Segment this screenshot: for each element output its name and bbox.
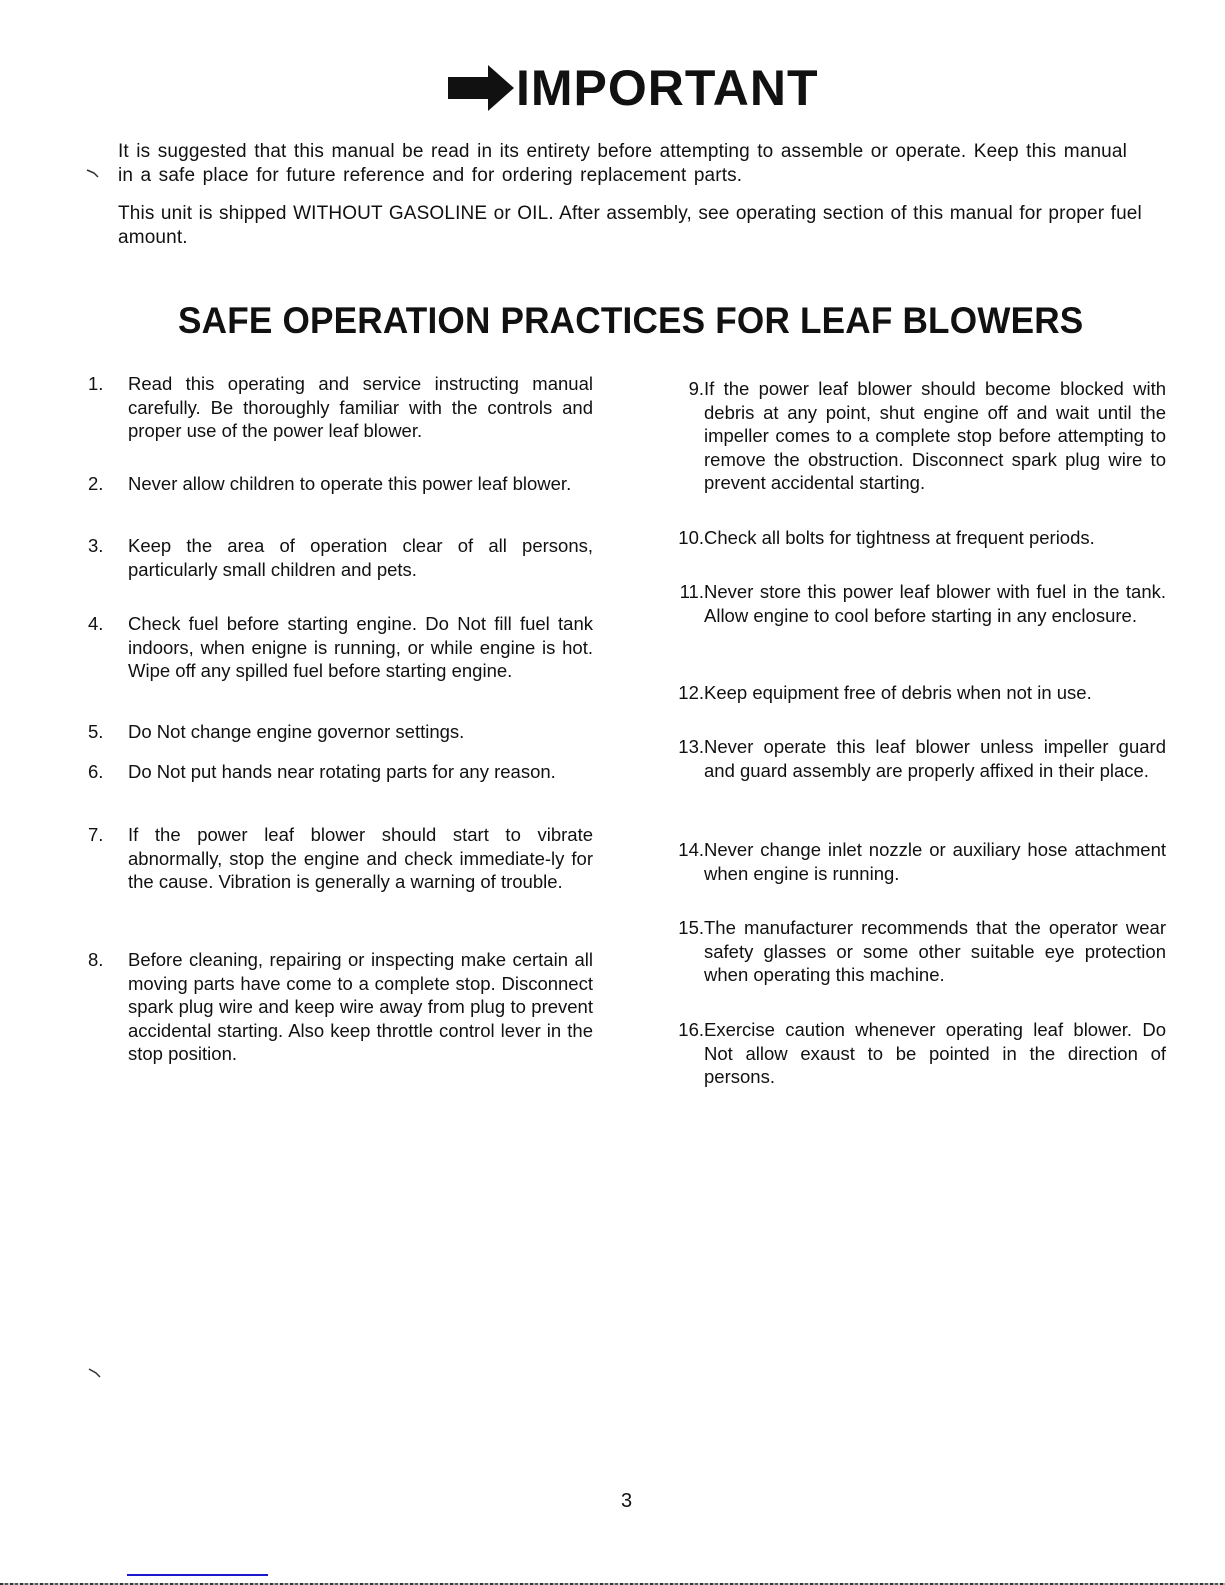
arrow-right-icon	[448, 63, 518, 113]
list-item	[664, 838, 1166, 885]
list-item	[88, 948, 593, 1066]
list-item	[664, 735, 1166, 782]
item-text: The manufacturer recommends that the operator wear safety glasses or some other suitable eye protection when operating this machine.	[704, 917, 1166, 985]
list-item	[664, 377, 1166, 495]
important-header	[448, 58, 818, 118]
scan-mark-icon	[86, 168, 100, 178]
item-text: Do Not put hands near rotating parts for any reason.	[128, 761, 556, 782]
item-number: 5.	[88, 721, 104, 742]
item-number: 11.	[679, 581, 704, 602]
list-item	[664, 916, 1166, 987]
list-item	[664, 580, 1166, 627]
intro-paragraph-read-manual: It is suggested that this manual be read in its entirety before attempting to assemble or operate. Keep this manual in a safe place for future reference and for ordering replacement parts.	[118, 141, 1127, 186]
list-item	[88, 372, 593, 443]
item-text: Keep equipment free of debris when not in use.	[704, 682, 1092, 703]
item-text: Read this operating and service instructing manual carefully. Be thoroughly familiar with the controls and proper use of the power leaf blower.	[128, 373, 593, 441]
item-number: 7.	[88, 824, 104, 845]
item-number: 13.	[678, 736, 704, 757]
item-text: If the power leaf blower should start to vibrate abnormally, stop the engine and check immediate-ly for the cause. Vibration is generally a warning of trouble.	[128, 824, 593, 892]
list-item	[88, 472, 593, 496]
item-text: Do Not change engine governor settings.	[128, 721, 465, 742]
item-number: 6.	[88, 761, 104, 782]
intro-paragraph-no-fuel: This unit is shipped WITHOUT GASOLINE or OIL. After assembly, see operating section of this manual for proper fuel amount.	[118, 203, 1142, 248]
item-text: Check all bolts for tightness at frequent periods.	[704, 527, 1095, 548]
item-text: Keep the area of operation clear of all persons, particularly small children and pets.	[128, 535, 593, 580]
footer-blue-rule	[127, 1574, 268, 1576]
list-item	[88, 612, 593, 683]
item-number: 9.	[688, 378, 704, 399]
item-number: 3.	[88, 535, 104, 556]
item-text: Before cleaning, repairing or inspecting make certain all moving parts have come to a complete stop. Disconnect spark plug wire and keep wire away from plug to prevent accidental starting. Also keep throttle control lever in the stop position.	[128, 949, 593, 1064]
item-text: Exercise caution whenever operating leaf blower. Do Not allow exaust to be pointed in the direction of persons.	[704, 1019, 1166, 1087]
item-number: 8.	[88, 949, 104, 970]
item-number: 15.	[678, 917, 704, 938]
item-text: Never operate this leaf blower unless impeller guard and guard assembly are properly affixed in their place.	[704, 736, 1166, 781]
item-number: 10.	[678, 527, 704, 548]
item-text: Never store this power leaf blower with fuel in the tank. Allow engine to cool before starting in any enclosure.	[704, 581, 1166, 626]
scan-mark-icon	[88, 1368, 102, 1378]
list-item	[664, 526, 1166, 550]
item-text: Check fuel before starting engine. Do Not fill fuel tank indoors, when enigne is running, or while engine is hot. Wipe off any spilled fuel before starting engine.	[128, 613, 593, 681]
list-item	[664, 1018, 1166, 1089]
item-number: 16.	[678, 1019, 704, 1040]
item-text: Never allow children to operate this power leaf blower.	[128, 473, 572, 494]
item-number: 2.	[88, 473, 104, 494]
list-item	[664, 681, 1166, 705]
list-item	[88, 760, 593, 784]
list-item	[88, 823, 593, 894]
page-number: 3	[621, 1490, 633, 1512]
item-number: 12.	[678, 682, 704, 703]
item-number: 1.	[88, 373, 104, 394]
important-title: IMPORTANT	[516, 60, 819, 116]
item-number: 4.	[88, 613, 104, 634]
section-title: SAFE OPERATION PRACTICES FOR LEAF BLOWERS	[178, 300, 1084, 341]
item-number: 14.	[678, 839, 704, 860]
list-item	[88, 720, 593, 744]
item-text: Never change inlet nozzle or auxiliary hose attachment when engine is running.	[704, 839, 1166, 884]
item-text: If the power leaf blower should become blocked with debris at any point, shut engine off and wait until the impeller comes to a complete stop before attempting to remove the obstruction. Disconnect spark plug wire to prevent accidental starting.	[704, 378, 1166, 493]
list-item	[88, 534, 593, 581]
